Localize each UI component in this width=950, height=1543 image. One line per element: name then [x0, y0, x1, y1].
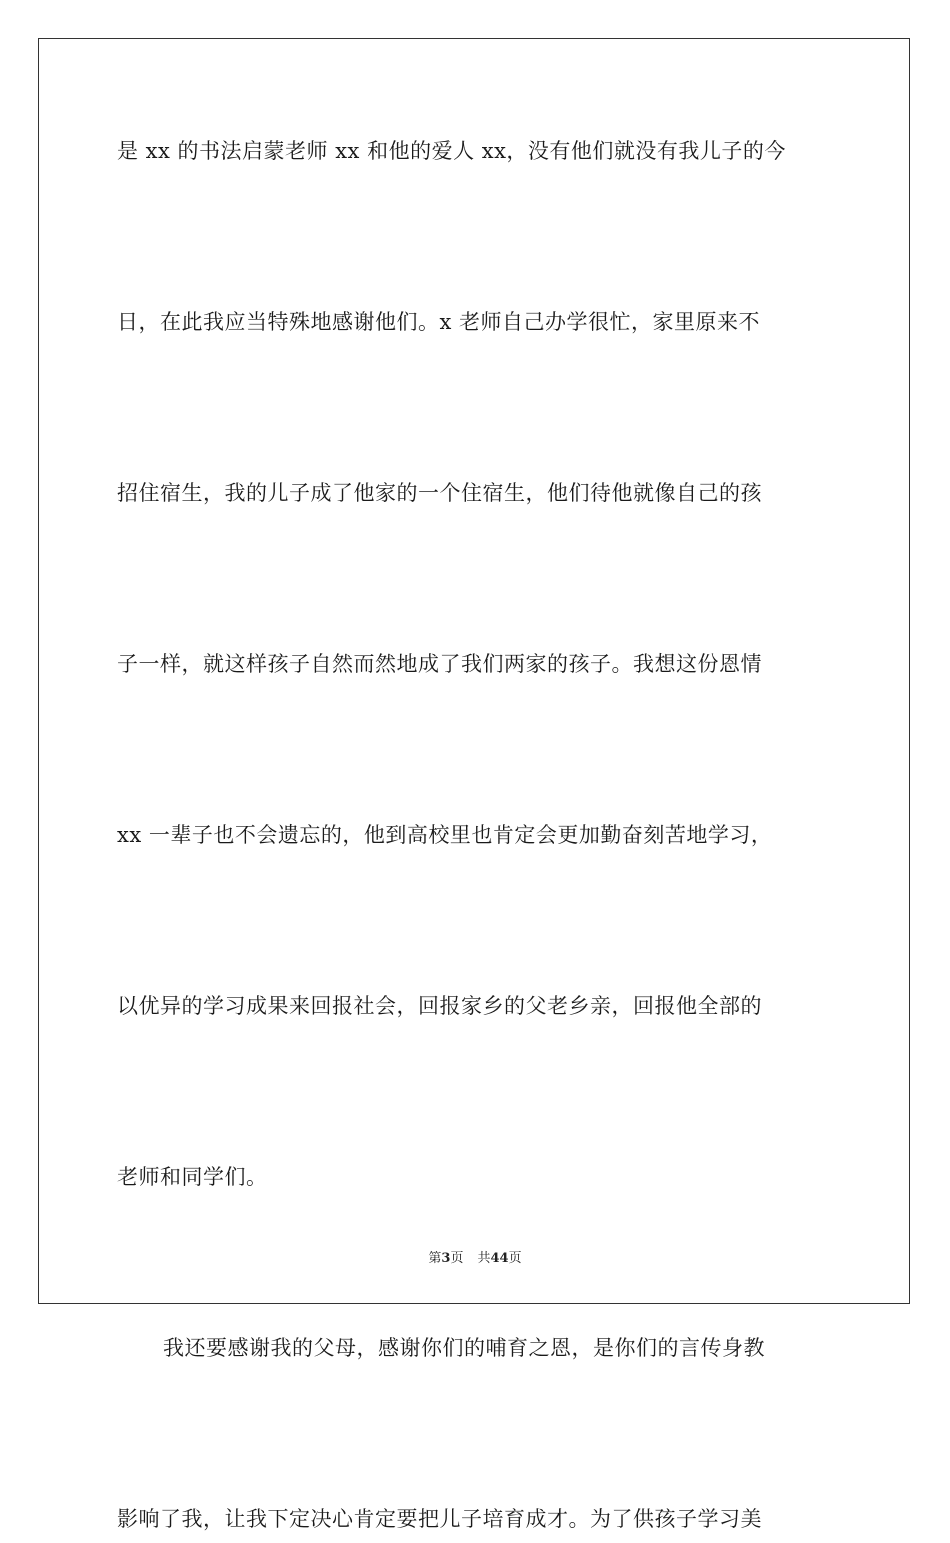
text-line-5: xx 一辈子也不会遗忘的，他到高校里也肯定会更加勤奋刻苦地学习， — [117, 823, 773, 847]
text-line-6: 以优异的学习成果来回报社会，回报家乡的父老乡亲，回报他全部的 — [117, 994, 762, 1018]
text-line-1: 是 xx 的书法启蒙老师 xx 和他的爱人 xx，没有他们就没有我儿子的今 — [117, 139, 786, 163]
text-line-9: 影响了我，让我下定决心肯定要把儿子培育成才。为了供孩子学习美 — [117, 1507, 762, 1531]
text-line-7: 老师和同学们。 — [117, 1165, 268, 1189]
text-line-3: 招住宿生，我的儿子成了他家的一个住宿生，他们待他就像自己的孩 — [117, 481, 762, 505]
total-pages: 44 — [490, 1251, 509, 1266]
page-suffix: 页 — [450, 1251, 464, 1266]
text-line-2: 日，在此我应当特殊地感谢他们。x 老师自己办学很忙，家里原来不 — [117, 310, 761, 334]
text-line-8: 我还要感谢我的父母，感谢你们的哺育之恩，是你们的言传身教 — [163, 1336, 765, 1360]
page-prefix: 第 — [428, 1251, 442, 1266]
page-number: 3 — [441, 1251, 451, 1266]
document-body — [117, 128, 837, 1543]
text-line-4: 子一样，就这样孩子自然而然地成了我们两家的孩子。我想这份恩情 — [117, 652, 762, 676]
page-footer — [0, 1247, 950, 1266]
total-prefix: 共 — [477, 1251, 491, 1266]
total-suffix: 页 — [508, 1251, 522, 1266]
